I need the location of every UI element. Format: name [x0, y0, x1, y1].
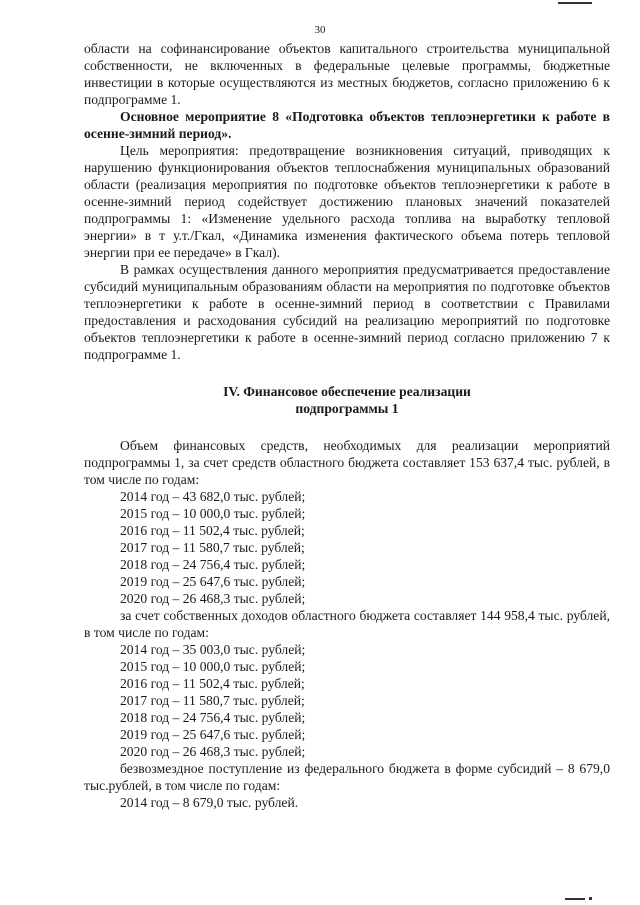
year-line-total: 2020 год – 26 468,3 тыс. рублей; [120, 591, 306, 606]
finance-intro: Объем финансовых средств, необходимых для реализации мероприятий подпрограммы 1, за счет средств областного бюджета составляет 153 637,4 тыс. рублей, в том числе по годам: [84, 438, 610, 487]
year-line-total: 2018 год – 24 756,4 тыс. рублей; [120, 557, 306, 572]
spacer [84, 417, 610, 437]
year-line-own: 2016 год – 11 502,4 тыс. рублей; [120, 676, 305, 691]
year-line-total: 2014 год – 43 682,0 тыс. рублей; [120, 489, 306, 504]
finance-federal: безвозмездное поступление из федерального бюджета в форме субсидий – 8 679,0 тыс.рублей, в том числе по годам: [84, 761, 610, 793]
year-line-own: 2014 год – 35 003,0 тыс. рублей; [120, 642, 306, 657]
page-number: 30 [314, 24, 326, 36]
document-body [84, 40, 610, 811]
section-heading-line-1: IV. Финансовое обеспечение реализации [223, 384, 471, 399]
year-line-own: 2017 год – 11 580,7 тыс. рублей; [120, 693, 305, 708]
year-line-total: 2017 год – 11 580,7 тыс. рублей; [120, 540, 305, 555]
measure-8-heading: Основное мероприятие 8 «Подготовка объектов теплоэнергетики к работе в осенне-зимний период». [84, 109, 610, 141]
section-heading-line-2: подпрограммы 1 [295, 401, 399, 416]
finance-own-income: за счет собственных доходов областного бюджета составляет 144 958,4 тыс. рублей, в том числе по годам: [84, 608, 610, 640]
year-line-total: 2015 год – 10 000,0 тыс. рублей; [120, 506, 306, 521]
year-line-own: 2015 год – 10 000,0 тыс. рублей; [120, 659, 306, 674]
scan-mark-top-right [558, 2, 592, 4]
paragraph-measure-subsidies: В рамках осуществления данного мероприятия предусматривается предоставление субсидий муниципальным образованиям области на мероприятия по подготовке объектов теплоэнергетики к работе в осенне-зимний период в соответствии с Правилами предоставления и расходования субсидий на реализацию мероприятий по подготовке объектов теплоэнергетики к работе в осенне-зимний период согласно приложению 7 к подпрограмме 1. [84, 262, 610, 362]
spacer [84, 363, 610, 383]
year-line-own: 2020 год – 26 468,3 тыс. рублей; [120, 744, 306, 759]
year-line-own: 2019 год – 25 647,6 тыс. рублей; [120, 727, 306, 742]
scan-mark-bottom-right-dot [589, 897, 592, 900]
paragraph-cofinancing: области на софинансирование объектов капитального строительства муниципальной собственности, не включенных в федеральные целевые программы, бюджетные инвестиции в которые осуществляются из местных бюджетов, согласно приложению 6 к подпрограмме 1. [84, 41, 610, 107]
year-line-total: 2016 год – 11 502,4 тыс. рублей; [120, 523, 305, 538]
year-line-federal: 2014 год – 8 679,0 тыс. рублей. [120, 795, 299, 810]
paragraph-measure-goal: Цель мероприятия: предотвращение возникновения ситуаций, приводящих к нарушению функционирования объектов теплоснабжения муниципальных образований области (реализация мероприятия по подготовке объектов теплоэнергетики к работе в осенне-зимний период содействует достижению плановых значений показателей подпрограммы 1: «Изменение удельного расхода топлива на выработку тепловой энергии» в т у.т./Гкал, «Динамика изменения фактического объема потерь тепловой энергии при ее передаче» в Гкал). [84, 143, 610, 260]
year-line-own: 2018 год – 24 756,4 тыс. рублей; [120, 710, 306, 725]
scan-mark-bottom-right [565, 898, 585, 900]
year-line-total: 2019 год – 25 647,6 тыс. рублей; [120, 574, 306, 589]
